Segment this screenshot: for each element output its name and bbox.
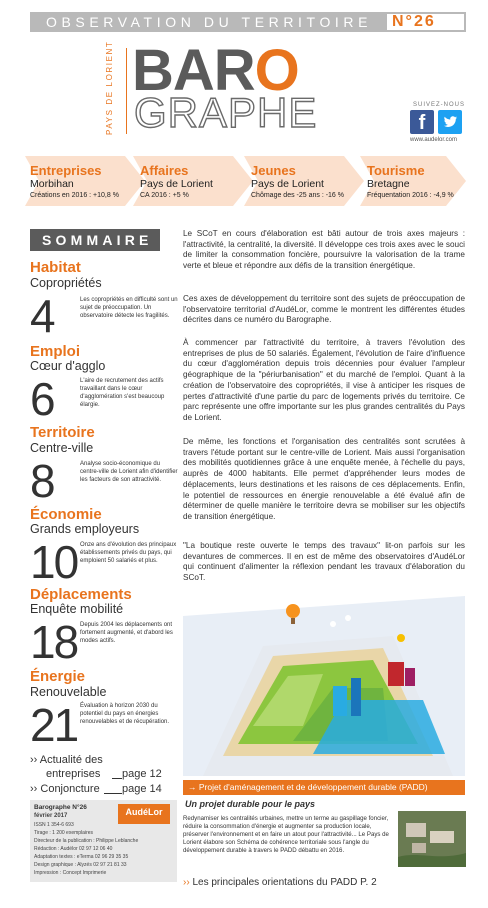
toc-subcategory: Enquête mobilité <box>30 602 124 616</box>
paragraph-intro: Le SCoT en cours d'élaboration est bâti autour de trois axes majeurs : l'attractivité, la centralité, la diversité. Il développe ces trois axes avec le souci de limiter la consommation foncière, poursuivre la valorisation de la trame verte et bleue et répondre aux défis de la transition énergétique. <box>183 229 465 271</box>
chevron-sub: Bretagne <box>367 178 410 190</box>
publication-line: ISSN 1 354-6 693 <box>34 822 74 828</box>
toc-description: Les copropriétés en difficulté sont un sujet de préoccupation. Un observatoire détecte les fragilités. <box>80 297 178 319</box>
publication-line: Adaptation textes : eTerma 02 96 29 35 35 <box>34 854 129 860</box>
publication-line: Directeur de la publication : Philippe Leblanche <box>34 838 139 844</box>
toc-subcategory: Centre-ville <box>30 441 94 455</box>
chevron-sub: Morbihan <box>30 178 74 190</box>
toc-link-entreprises[interactable]: entreprises <box>46 768 101 780</box>
padd-link-label: Les principales orientations du PADD P. 2 <box>192 877 377 888</box>
chevron-sub: Pays de Lorient <box>251 178 324 190</box>
audelor-logo: AudéLor <box>118 804 170 824</box>
facebook-icon[interactable]: f <box>410 110 434 134</box>
publication-title: Barographe N°26 <box>34 804 87 811</box>
toc-leader <box>112 778 122 779</box>
paragraph-axes: Ces axes de développement du territoire sont des sujets de préoccupation de l'observatoire territorial d'AudéLor, comme le montrent les différentes études décrites dans ce numéro du Barographe. <box>183 294 465 325</box>
toc-page-number[interactable]: 8 <box>30 455 54 507</box>
padd-subtitle: Un projet durable pour le pays <box>185 799 316 809</box>
toc-page-ref[interactable]: page 12 <box>122 768 162 780</box>
toc-subcategory: Renouvelable <box>30 685 107 699</box>
twitter-icon[interactable] <box>438 110 462 134</box>
publication-line: Rédaction : Audélor 02 97 12 06 40 <box>34 846 113 852</box>
toc-category[interactable]: Énergie <box>30 668 86 685</box>
toc-link-actualite[interactable]: ›› Actualité des <box>30 754 103 766</box>
toc-leader <box>104 793 122 794</box>
toc-page-number[interactable]: 18 <box>30 616 78 668</box>
website-link[interactable]: www.audelor.com <box>410 137 458 143</box>
masthead-divider <box>126 48 127 134</box>
sommaire-title: SOMMAIRE <box>42 232 153 248</box>
toc-description: L'aire de recrutement des actifs travaillant dans le cœur d'agglomération s'est beaucoup élargie. <box>80 378 165 408</box>
toc-subcategory: Cœur d'agglo <box>30 359 106 373</box>
chevron-stat: Fréquentation 2016 : -4,9 % <box>367 192 454 199</box>
padd-description: Redynamiser les centralités urbaines, mettre un terme au gaspillage foncier, réduire la consommation d'énergie et augmenter sa production locale, préserver l'environnement et en faire un atout pour l'attractivité... Le Pays de Lorient élabore son Schéma de cohérence territoriale sous l'angle du développement durable à travers le PADD débattu en 2016. <box>183 815 389 854</box>
publication-line: Design graphique : Alyzés 02 97 21 81 33 <box>34 862 127 868</box>
toc-description: Onze ans d'évolution des principaux établissements privés du pays, qui emploient 50 salariés et plus. <box>80 542 177 564</box>
toc-category[interactable]: Emploi <box>30 343 81 360</box>
title-baro-part: BAR <box>132 38 255 103</box>
paragraph-attractivite: À commencer par l'attractivité du territoire, à travers l'évolution des entreprises de plus de 50 salariés. Également, l'évolution de l'aire d'influence du cœur d'agglomération depuis trois décennies pour évaluer l'ampleur géographique de la "périurbanisation" et du marché de l'emploi. Quant à la création de l'observatoire des copropriétés, il vise à anticiper les risques de pertes d'attractivité d'une partie du parc de logements privés du territoire. Ce parc représente une offre importante sur les plus grandes centralités du Pays de Lorient. <box>183 338 465 422</box>
chevron-title: Affaires <box>140 163 189 178</box>
publication-date: février 2017 <box>34 813 68 819</box>
toc-link-conjoncture[interactable]: ›› Conjoncture <box>30 783 100 795</box>
toc-description: Depuis 2004 les déplacements ont fortement augmenté, et d'abord les modes actifs. <box>80 622 173 644</box>
padd-title: → Projet d'aménagement et de développement durable (PADD) <box>188 782 428 792</box>
toc-page-ref[interactable]: page 14 <box>122 783 162 795</box>
padd-link-arrow: ›› <box>183 877 190 888</box>
observation-label: OBSERVATION DU TERRITOIRE <box>46 14 373 30</box>
toc-category[interactable]: Économie <box>30 506 102 523</box>
toc-page-number[interactable]: 6 <box>30 373 54 425</box>
territory-illustration <box>183 576 465 781</box>
pays-vertical-label: PAYS DE LORIENT <box>105 40 114 135</box>
follow-label: SUIVEZ-NOUS <box>413 102 466 108</box>
aerial-photo <box>398 811 466 867</box>
title-o-accent: O <box>254 38 299 103</box>
publication-line: Impression : Concept Imprimerie <box>34 870 107 876</box>
chevron-title: Entreprises <box>30 163 102 178</box>
toc-description: Analyse socio-économique du centre-ville de Lorient afin d'identifier les facteurs de son attractivité. <box>80 461 178 483</box>
publication-line: Tirage : 1 200 exemplaires <box>34 830 94 836</box>
toc-page-number[interactable]: 4 <box>30 290 54 342</box>
paragraph-boutique: "La boutique reste ouverte le temps des travaux" lit-on parfois sur les devantures de commerces. Il en est de même des observatoires d'AudéLor qui continuent d'alimenter la réflexion pendant les travaux d'élaboration du SCoT. <box>183 541 465 583</box>
toc-category[interactable]: Territoire <box>30 424 95 441</box>
paragraph-centralites: De même, les fonctions et l'organisation des centralités sont scrutées à travers l'étude portant sur le centre-ville de Lorient. Mais aussi l'organisation des mobilités quotidiennes grâce à une enquête menée, à l'échelle du pays, auprès de 4000 habitants. Elle permet d'appréhender leurs modes de déplacements, leurs destinations et les raisons de ces déplacements. Enfin, le potentiel de ressources en énergie renouvelable a été évalué afin de déterminer de quelle manière le territoire devra se mobiliser sur les objectifs de transition énergétique. <box>183 437 465 521</box>
toc-page-number[interactable]: 21 <box>30 699 78 751</box>
toc-category[interactable]: Habitat <box>30 259 81 276</box>
chevron-stat: CA 2016 : +5 % <box>140 192 189 199</box>
chevron-title: Jeunes <box>251 163 296 178</box>
chevron-stat: Créations en 2016 : +10,8 % <box>30 192 119 199</box>
padd-link[interactable] <box>183 877 377 888</box>
toc-category[interactable]: Déplacements <box>30 586 132 603</box>
chevron-sub: Pays de Lorient <box>140 178 213 190</box>
chevron-stat: Chômage des -25 ans : -16 % <box>251 192 344 199</box>
toc-description: Évaluation à horizon 2030 du potentiel du pays en énergies renouvelables et de récupération. <box>80 703 170 725</box>
toc-subcategory: Copropriétés <box>30 276 102 290</box>
title-graphe: GRAPHE <box>134 89 318 136</box>
chevron-title: Tourisme <box>367 163 425 178</box>
issue-number: N°26 <box>392 13 436 30</box>
toc-page-number[interactable]: 10 <box>30 536 78 588</box>
toc-subcategory: Grands employeurs <box>30 522 140 536</box>
